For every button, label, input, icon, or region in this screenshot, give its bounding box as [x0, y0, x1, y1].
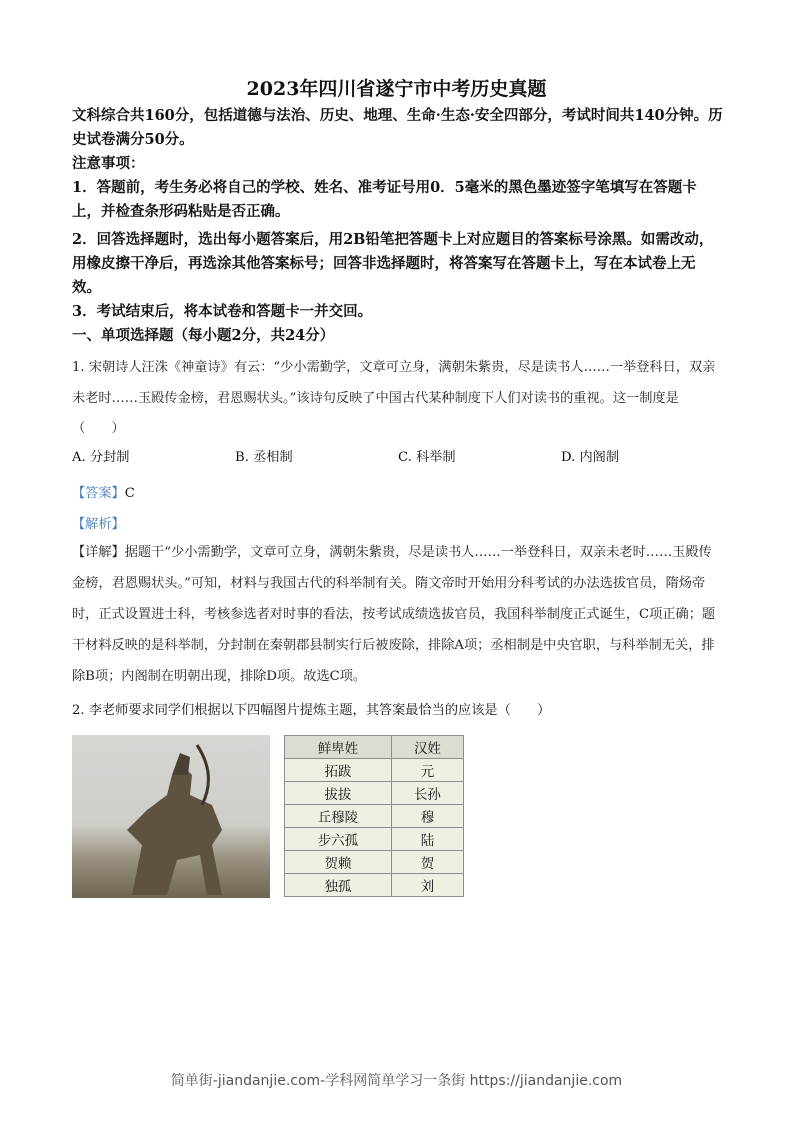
q2-stem: 2. 李老师要求同学们根据以下四幅图片提炼主题，其答案最恰当的应该是（ ）: [72, 703, 551, 718]
detail-tag: 【详解】: [72, 545, 125, 560]
cell: 元: [391, 759, 463, 782]
table-row: [285, 759, 464, 782]
notice-1: 1．答题前，考生务必将自己的学校、姓名、准考证号用0．5毫米的黑色墨迹签字笔填写在答题卡上，并检查条形码粘贴是否正确。: [72, 179, 697, 220]
header-xianbei: 鲜卑姓: [285, 736, 392, 759]
header-han: 汉姓: [391, 736, 463, 759]
table-row: [285, 828, 464, 851]
cell: 拔拔: [285, 782, 392, 805]
section-heading: 一、单项选择题（每小题2分，共24分）: [72, 327, 335, 344]
cell: 穆: [391, 805, 463, 828]
footer-watermark: 简单街-jiandanjie.com-学科网简单学习一条街 https://jiandanjie.com: [170, 1073, 623, 1089]
cell: 长孙: [391, 782, 463, 805]
cell: 贺赖: [285, 851, 392, 874]
option-b: B. 丞相制: [235, 450, 293, 465]
intro-text: 文科综合共160分，包括道德与法治、历史、地理、生命·生态·安全四部分，考试时间共140分钟。历史试卷满分50分。: [72, 107, 723, 148]
answer-value: C: [124, 486, 135, 501]
option-a: A. 分封制: [72, 450, 130, 465]
table-row: [285, 851, 464, 874]
notice-3: 3．考试结束后，将本试卷和答题卡一并交回。: [72, 303, 373, 320]
option-c: C. 科举制: [398, 450, 456, 465]
cell: 贺: [391, 851, 463, 874]
horseman-statue-image: [72, 735, 270, 898]
q1-answer: [72, 482, 135, 501]
cell: 步六孤: [285, 828, 392, 851]
cell: 独孤: [285, 874, 392, 897]
cell: 拓跋: [285, 759, 392, 782]
notice-2: 2．回答选择题时，选出每小题答案后，用2B铅笔把答题卡上对应题目的答案标号涂黑。如需改动，用橡皮擦干净后，再选涂其他答案标号；回答非选择题时，将答案写在答题卡上，写在本试卷上无效。: [72, 231, 714, 296]
surname-table: [284, 735, 464, 897]
analysis-tag: 【解析】: [72, 517, 125, 532]
table-row: [285, 874, 464, 897]
answer-tag: 【答案】: [72, 486, 125, 501]
cell: 陆: [391, 828, 463, 851]
table-row: [285, 782, 464, 805]
q1-detail: [72, 537, 724, 692]
page-title: 2023年四川省遂宁市中考历史真题: [246, 78, 547, 100]
q1-stem: 1. 宋朝诗人汪洙《神童诗》有云：“少小需勤学，文章可立身，满朝朱紫贵，尽是读书人……一举登科日，双亲未老时……玉殿传金榜，君恩赐状头。”该诗句反映了中国古代某种制度下人们对读书的重视。这一制度是（ ）: [72, 360, 716, 436]
cell: 丘穆陵: [285, 805, 392, 828]
notice-heading: 注意事项：: [72, 155, 145, 172]
detail-text: 据题干“少小需勤学，文章可立身，满朝朱紫贵，尽是读书人……一举登科日，双亲未老时……玉殿传金榜，君恩赐状头。”可知，材料与我国古代的科举制有关。隋文帝时开始用分科考试的办法选拔官员，隋炀帝时，正式设置进士科，考核参选者对时事的看法，按考试成绩选拔官员，我国科举制度正式诞生，C项正确；题干材料反映的是科举制，分封制在秦朝郡县制实行后被废除，排除A项；丞相制是中央官职，与科举制无关，排除B项；内阁制在明朝出现，排除D项。故选C项。: [72, 545, 716, 684]
table-row: [285, 805, 464, 828]
cell: 刘: [391, 874, 463, 897]
option-d: D. 内阁制: [561, 450, 620, 465]
q1-options: [72, 446, 724, 465]
